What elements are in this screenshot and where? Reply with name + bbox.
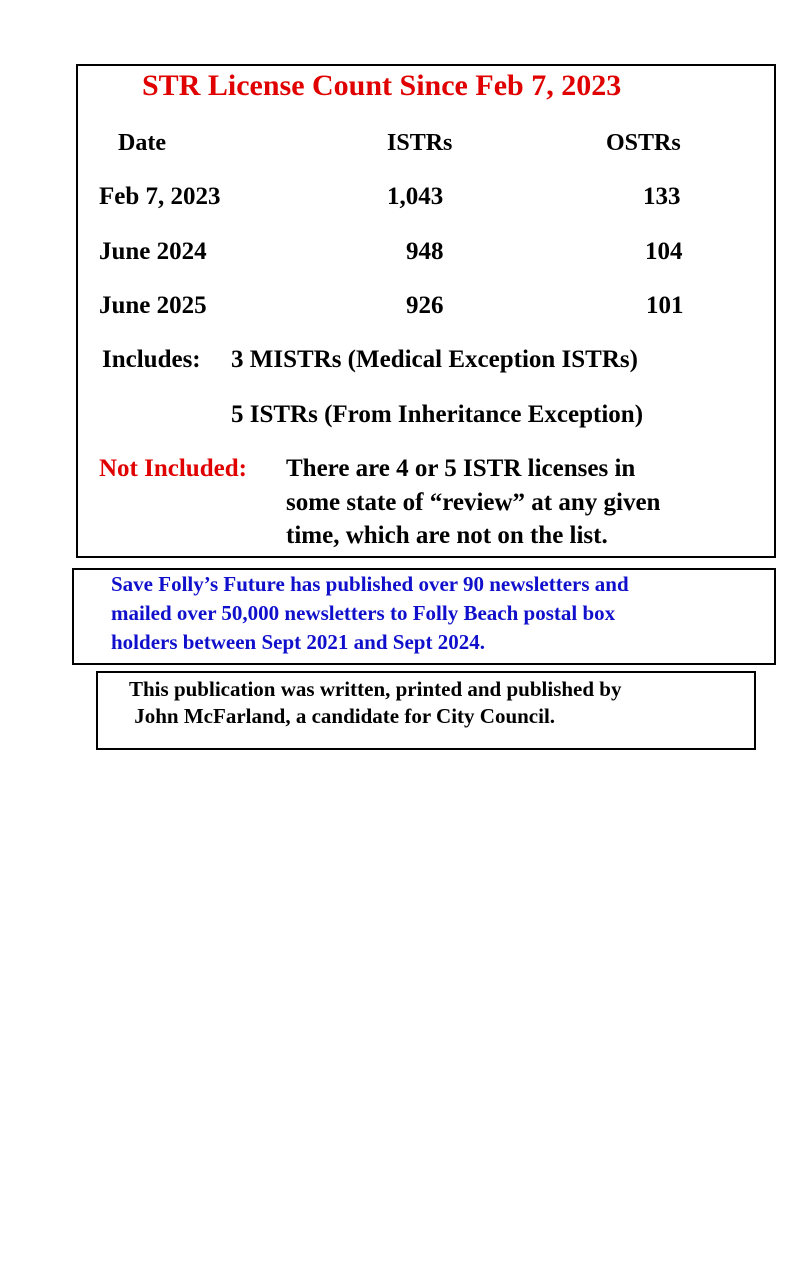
not-included-label: Not Included: [99, 455, 247, 482]
includes-label: Includes: [102, 346, 201, 373]
row-istrs: 1,043 [387, 183, 444, 210]
row-istrs: 926 [406, 292, 444, 319]
not-included-line: some state of “review” at any given [286, 489, 661, 516]
row-ostrs: 101 [646, 292, 684, 319]
publication-line: This publication was written, printed and published by [129, 677, 622, 701]
newsletter-line: Save Folly’s Future has published over 90 newsletters and [111, 572, 629, 596]
row-date: Feb 7, 2023 [99, 183, 221, 210]
not-included-line: There are 4 or 5 ISTR licenses in [286, 455, 636, 482]
row-date: June 2025 [99, 292, 207, 319]
publication-line: John McFarland, a candidate for City Council. [129, 704, 556, 728]
license-count-title: STR License Count Since Feb 7, 2023 [142, 69, 622, 102]
row-date: June 2024 [99, 238, 207, 265]
includes-item: 3 MISTRs (Medical Exception ISTRs) [231, 346, 638, 373]
header-istrs: ISTRs [387, 130, 453, 156]
newsletter-line: mailed over 50,000 newsletters to Folly Beach postal box [111, 601, 616, 625]
row-ostrs: 133 [643, 183, 681, 210]
row-ostrs: 104 [645, 238, 683, 265]
includes-item: 5 ISTRs (From Inheritance Exception) [231, 401, 644, 428]
header-date: Date [118, 130, 166, 156]
header-ostrs: OSTRs [606, 130, 681, 156]
newsletter-line: holders between Sept 2021 and Sept 2024. [111, 630, 485, 654]
not-included-line: time, which are not on the list. [286, 522, 608, 549]
row-istrs: 948 [406, 238, 444, 265]
